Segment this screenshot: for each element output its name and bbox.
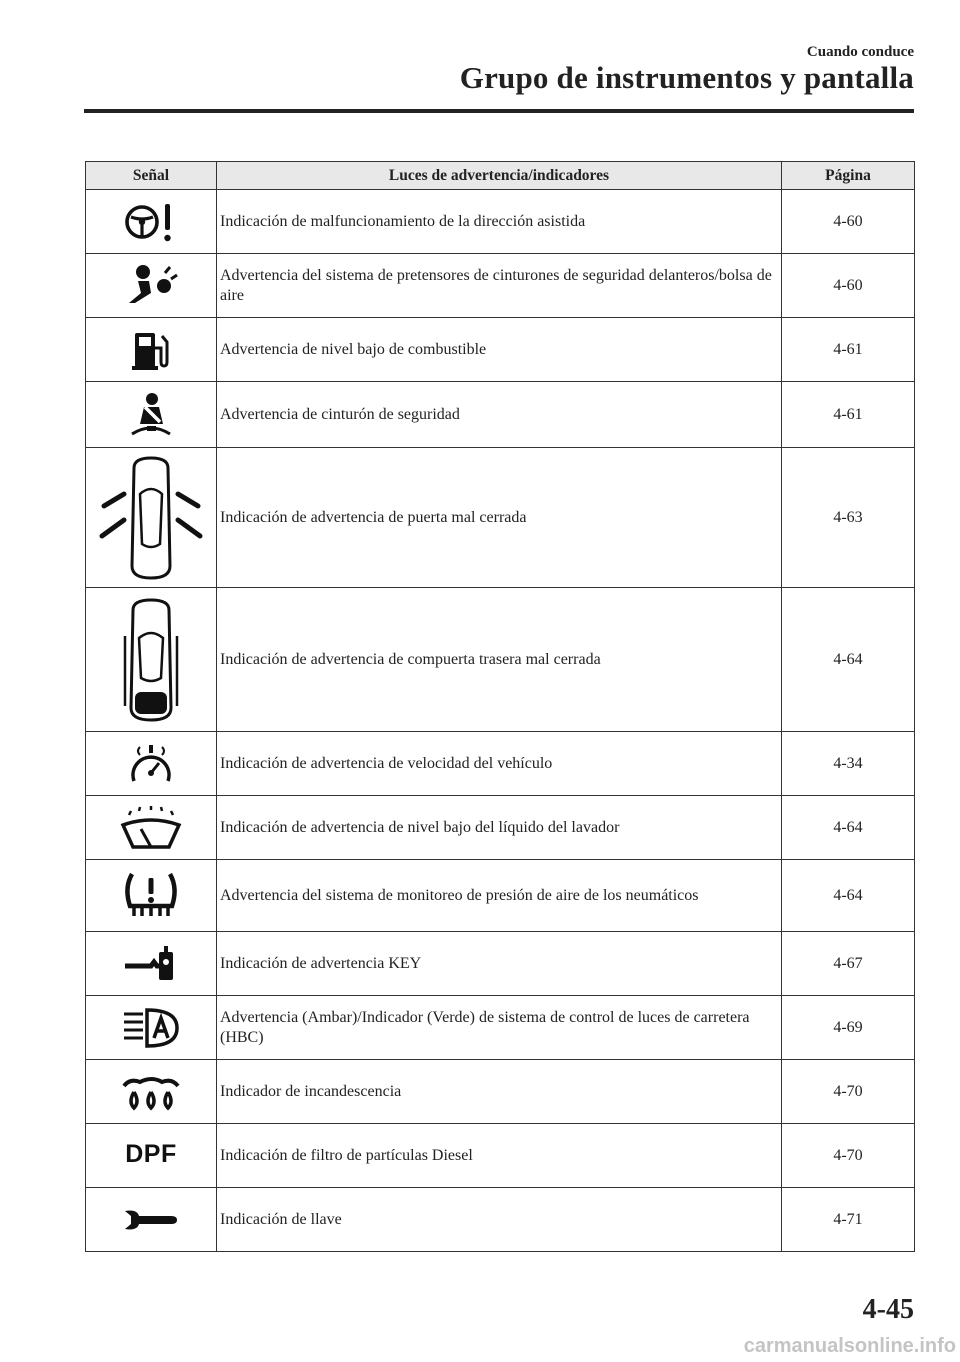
liftgate-ajar-icon: [111, 596, 191, 724]
signal-cell: [86, 860, 217, 932]
speed-warning-icon: [126, 741, 176, 787]
fuel-pump-icon: [129, 328, 173, 372]
page-cell: 4-61: [782, 382, 915, 448]
description-cell: Indicación de advertencia de velocidad del vehículo: [217, 732, 782, 796]
signal-cell: [86, 1124, 217, 1188]
signal-cell: [86, 318, 217, 382]
table-row: [86, 190, 915, 254]
signal-cell: [86, 382, 217, 448]
description-cell: Advertencia de cinturón de seguridad: [217, 382, 782, 448]
tire-pressure-icon: [120, 870, 182, 922]
page-cell: 4-71: [782, 1188, 915, 1252]
table-row: [86, 448, 915, 588]
page-cell: 4-60: [782, 190, 915, 254]
page-cell: 4-61: [782, 318, 915, 382]
signal-cell: [86, 996, 217, 1060]
signal-cell: [86, 1060, 217, 1124]
page-title: Grupo de instrumentos y pantalla: [459, 60, 914, 95]
watermark: carmanualsonline.info: [743, 1335, 956, 1357]
warning-lights-table: [85, 161, 915, 1252]
description-cell: Advertencia del sistema de monitoreo de presión de aire de los neumáticos: [217, 860, 782, 932]
signal-cell: [86, 448, 217, 588]
table-header-row: [86, 162, 915, 190]
description-cell: Indicador de incandescencia: [217, 1060, 782, 1124]
high-beam-control-icon: [121, 1006, 181, 1050]
table-row: [86, 588, 915, 732]
signal-cell: [86, 796, 217, 860]
table-row: [86, 1124, 915, 1188]
signal-cell: [86, 732, 217, 796]
description-cell: Indicación de advertencia de puerta mal cerrada: [217, 448, 782, 588]
airbag-pretensioner-icon: [121, 263, 181, 309]
column-header-page: Página: [782, 162, 915, 190]
table-row: [86, 318, 915, 382]
signal-cell: [86, 1188, 217, 1252]
page-cell: 4-70: [782, 1060, 915, 1124]
column-header-signal: Señal: [86, 162, 217, 190]
page-cell: 4-63: [782, 448, 915, 588]
section-label: Cuando conduce: [806, 44, 914, 60]
table-row: [86, 382, 915, 448]
signal-cell: [86, 254, 217, 318]
steering-warning-icon: [121, 200, 181, 244]
signal-cell: [86, 588, 217, 732]
table-row: [86, 932, 915, 996]
dpf-icon: DPF: [125, 1139, 177, 1168]
table-row: [86, 996, 915, 1060]
key-warning-icon: [121, 944, 181, 984]
page-cell: 4-34: [782, 732, 915, 796]
description-cell: Indicación de filtro de partículas Diesel: [217, 1124, 782, 1188]
table-row: [86, 732, 915, 796]
page-cell: 4-64: [782, 796, 915, 860]
description-cell: Indicación de advertencia de nivel bajo del líquido del lavador: [217, 796, 782, 860]
seat-belt-icon: [126, 392, 176, 438]
signal-cell: [86, 932, 217, 996]
page-number: 4-45: [862, 1294, 914, 1325]
table-row: [86, 1188, 915, 1252]
description-cell: Advertencia de nivel bajo de combustible: [217, 318, 782, 382]
table-row: [86, 254, 915, 318]
signal-cell: [86, 190, 217, 254]
page-cell: 4-67: [782, 932, 915, 996]
page-cell: 4-60: [782, 254, 915, 318]
table-row: [86, 1060, 915, 1124]
description-cell: Indicación de llave: [217, 1188, 782, 1252]
description-cell: Indicación de advertencia KEY: [217, 932, 782, 996]
page-cell: 4-64: [782, 860, 915, 932]
header-divider: [84, 109, 914, 113]
page-cell: 4-64: [782, 588, 915, 732]
table-row: [86, 796, 915, 860]
description-cell: Indicación de advertencia de compuerta trasera mal cerrada: [217, 588, 782, 732]
door-ajar-icon: [96, 454, 206, 582]
wrench-icon: [121, 1205, 181, 1235]
page-cell: 4-69: [782, 996, 915, 1060]
page-cell: 4-70: [782, 1124, 915, 1188]
washer-fluid-icon: [119, 805, 183, 851]
glow-plug-icon: [120, 1072, 182, 1112]
description-cell: Indicación de malfuncionamiento de la dirección asistida: [217, 190, 782, 254]
description-cell: Advertencia (Ambar)/Indicador (Verde) de sistema de control de luces de carretera (HBC): [217, 996, 782, 1060]
column-header-description: Luces de advertencia/indicadores: [217, 162, 782, 190]
table-row: [86, 860, 915, 932]
description-cell: Advertencia del sistema de pretensores de cinturones de seguridad delanteros/bolsa de aire: [217, 254, 782, 318]
